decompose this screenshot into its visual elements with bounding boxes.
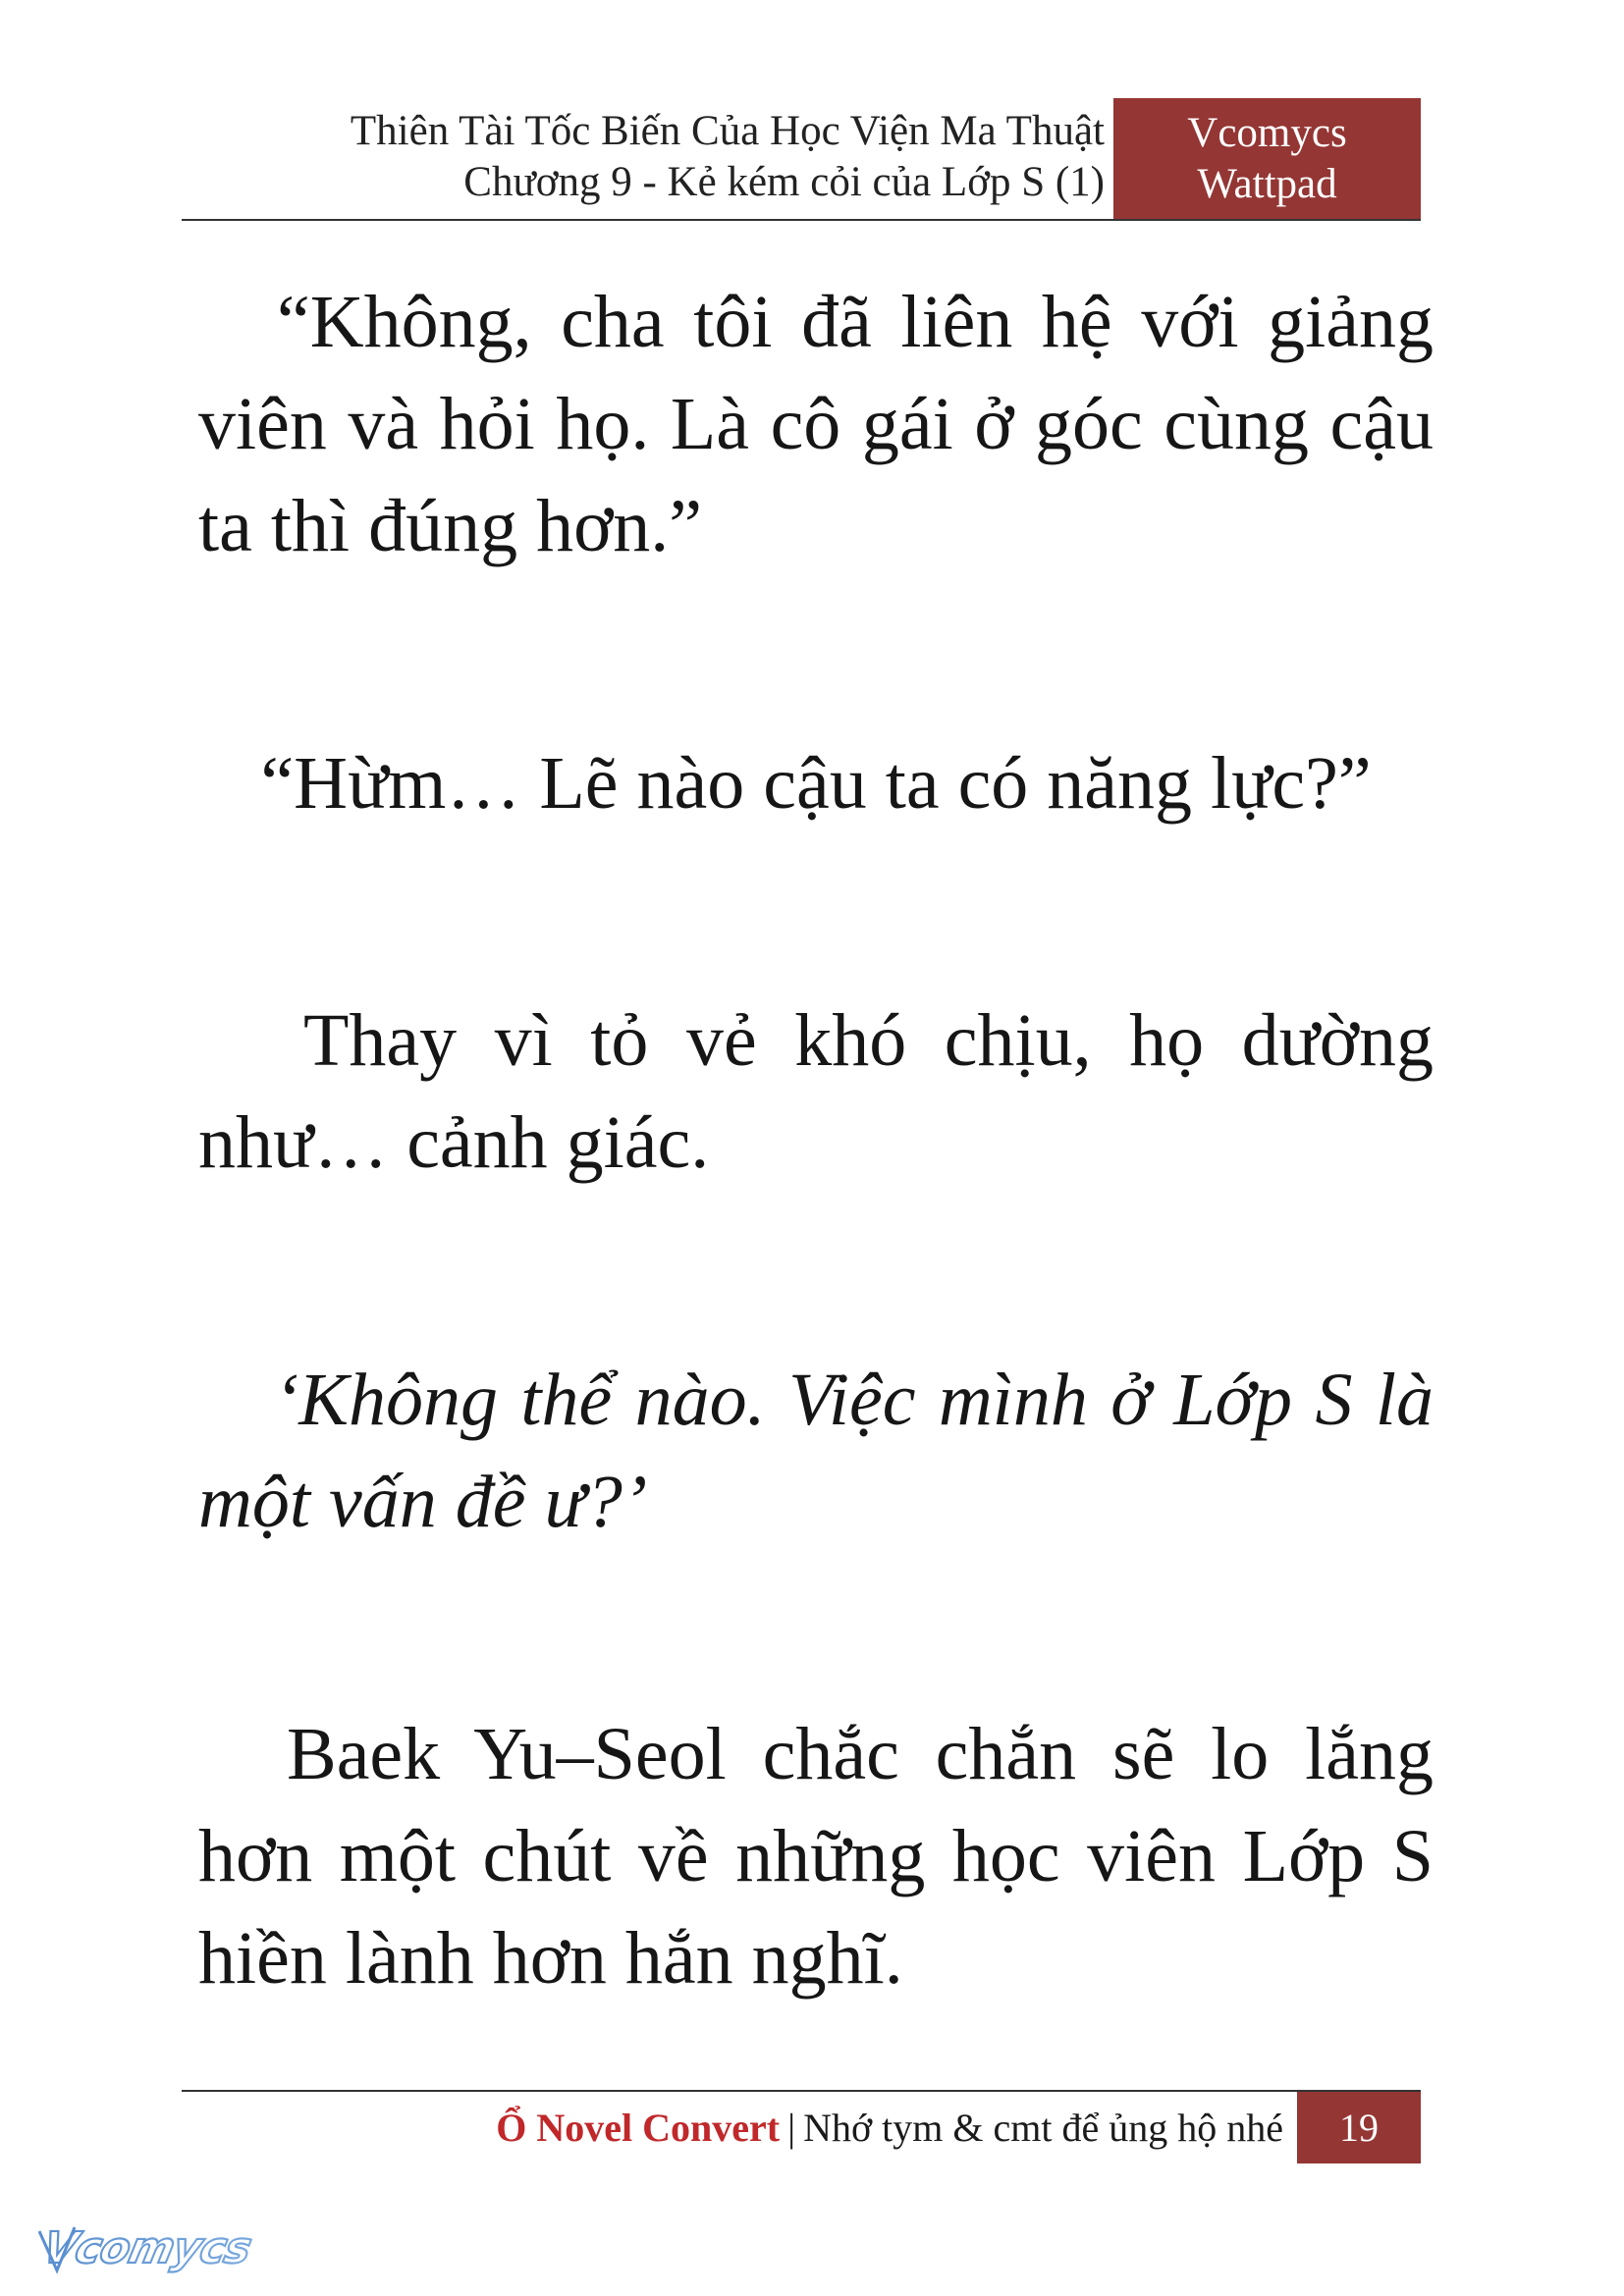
paragraph: “Không, cha tôi đã liên hệ với giảng viên và hỏi họ. Là cô gái ở góc cùng cậu ta thì đúng hơn.” bbox=[198, 281, 1434, 567]
paragraph-italic-thought: ‘Không thể nào. Việc mình ở Lớp S là một vấn đề ư?’ bbox=[198, 1359, 1434, 1543]
vcomycs-logo-graphic bbox=[29, 2214, 255, 2292]
header-divider bbox=[182, 219, 1421, 221]
running-header bbox=[182, 106, 1105, 208]
source-badge bbox=[1113, 98, 1421, 220]
source-badge-line1: Vcomycs bbox=[1187, 110, 1347, 156]
footer-divider bbox=[182, 2090, 1421, 2092]
footer-message: Nhớ tym & cmt để ủng hộ nhé bbox=[803, 2106, 1283, 2150]
book-title: Thiên Tài Tốc Biến Của Học Viện Ma Thuật bbox=[350, 108, 1105, 154]
footer-line bbox=[182, 2099, 1283, 2158]
footer-brand: Ổ Novel Convert bbox=[496, 2106, 781, 2150]
paragraph: Thay vì tỏ vẻ khó chịu, họ dường như… cảnh giác. bbox=[198, 999, 1434, 1184]
paragraph: “Hừm… Lẽ nào cậu ta có năng lực?” bbox=[260, 742, 1372, 825]
vcomycs-logo-icon bbox=[29, 2214, 255, 2292]
paragraph: Baek Yu–Seol chắc chắn sẽ lo lắng hơn một chút về những học viên Lớp S hiền lành hơn hắn nghĩ. bbox=[198, 1713, 1434, 2000]
footer-separator: | bbox=[787, 2106, 796, 2150]
chapter-title: Chương 9 - Kẻ kém cỏi của Lớp S (1) bbox=[463, 159, 1105, 205]
page-number: 19 bbox=[1297, 2092, 1421, 2163]
source-badge-line2: Wattpad bbox=[1197, 161, 1337, 207]
svg-text:Vcomycs: Vcomycs bbox=[38, 2223, 255, 2273]
